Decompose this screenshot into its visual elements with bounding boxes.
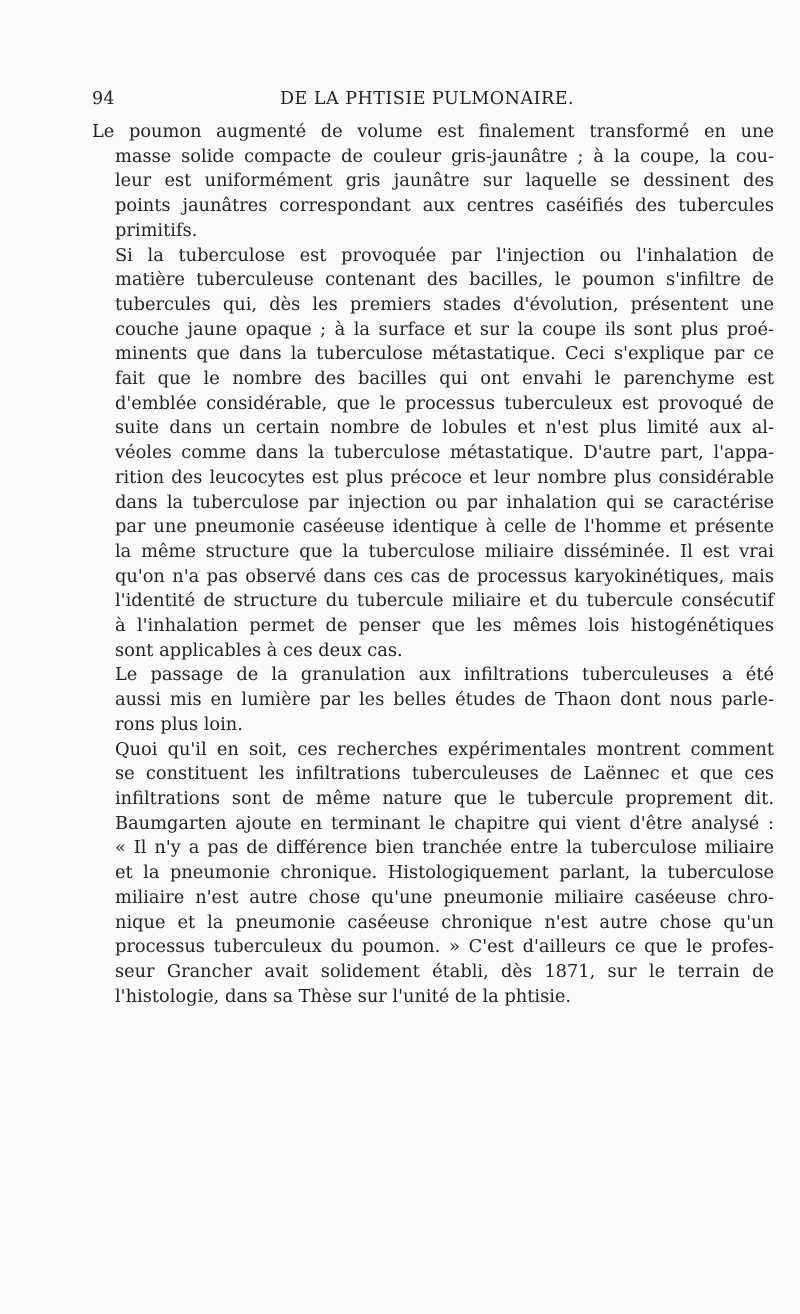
text-line: fait que le nombre des bacilles qui ont envahi le parenchyme est xyxy=(115,368,774,390)
text-line: Si la tuberculose est provoquée par l'injection ou l'inhalation de xyxy=(115,244,774,266)
text-line: suite dans un certain nombre de lobules et n'est plus limité aux al- xyxy=(115,417,774,439)
page-number: 94 xyxy=(92,89,115,109)
text-line: seur Grancher avait solidement établi, dès 1871, sur le terrain de xyxy=(115,960,774,982)
text-line: Le passage de la granulation aux infiltrations tuberculeuses a été xyxy=(115,664,774,686)
text-line: à l'inhalation permet de penser que les mêmes lois histogénétiques xyxy=(115,615,774,637)
paragraph xyxy=(92,738,774,1010)
text-line: processus tuberculeux du poumon. » C'est d'ailleurs ce que le profes- xyxy=(115,936,774,958)
text-line: Baumgarten ajoute en terminant le chapitre qui vient d'être analysé : xyxy=(115,812,774,834)
body-text xyxy=(92,120,774,1009)
text-line: « Il n'y a pas de différence bien tranchée entre la tuberculose miliaire xyxy=(115,837,774,859)
text-line: sont applicables à ces deux cas. xyxy=(115,639,403,661)
text-line: l'identité de structure du tubercule miliaire et du tubercule consécutif xyxy=(115,590,774,612)
text-line: Quoi qu'il en soit, ces recherches expérimentales montrent comment xyxy=(115,738,774,760)
text-line: minents que dans la tuberculose métastatique. Ceci s'explique par ce xyxy=(115,343,774,365)
text-line: dans la tuberculose par injection ou par inhalation qui se caractérise xyxy=(115,491,774,513)
text-line: points jaunâtres correspondant aux centres caséifiés des tubercules xyxy=(115,195,774,217)
text-line: qu'on n'a pas observé dans ces cas de processus karyokinétiques, mais xyxy=(115,565,774,587)
paragraph xyxy=(92,120,774,244)
text-line: rition des leucocytes est plus précoce et leur nombre plus considérable xyxy=(115,466,774,488)
text-line: leur est uniformément gris jaunâtre sur laquelle se dessinent des xyxy=(115,170,774,192)
text-line: masse solide compacte de couleur gris-jaunâtre ; à la coupe, la cou- xyxy=(115,145,774,167)
text-line: nique et la pneumonie caséeuse chronique n'est autre chose qu'un xyxy=(115,911,774,933)
text-line: véoles comme dans la tuberculose métastatique. D'autre part, l'appa- xyxy=(115,442,774,464)
text-line: infiltrations sont de même nature que le tubercule proprement dit. xyxy=(115,787,774,809)
text-line: et la pneumonie chronique. Histologiquement parlant, la tuberculose xyxy=(115,862,774,884)
text-line: la même structure que la tuberculose miliaire disséminée. Il est vrai xyxy=(115,540,774,562)
running-head xyxy=(92,89,770,113)
text-line: rons plus loin. xyxy=(115,713,243,735)
text-line: d'emblée considérable, que le processus tuberculeux est provoqué de xyxy=(115,392,774,414)
text-line: primitifs. xyxy=(115,219,198,241)
text-line: par une pneumonie caséeuse identique à celle de l'homme et présente xyxy=(115,516,774,538)
text-line: tubercules qui, dès les premiers stades d'évolution, présentent une xyxy=(115,293,774,315)
text-line: l'histologie, dans sa Thèse sur l'unité de la phtisie. xyxy=(115,985,572,1007)
text-line: Le poumon augmenté de volume est finalement transformé en une xyxy=(92,121,774,142)
paragraph xyxy=(92,663,774,737)
text-line: aussi mis en lumière par les belles études de Thaon dont nous parle- xyxy=(115,689,774,711)
paragraph xyxy=(92,244,774,664)
chapter-title: DE LA PHTISIE PULMONAIRE. xyxy=(280,89,575,109)
text-line: matière tuberculeuse contenant des bacilles, le poumon s'infiltre de xyxy=(115,269,774,291)
text-line: miliaire n'est autre chose qu'une pneumonie miliaire caséeuse chro- xyxy=(115,886,774,908)
text-line: se constituent les infiltrations tuberculeuses de Laënnec et que ces xyxy=(115,763,774,785)
text-line: couche jaune opaque ; à la surface et sur la coupe ils sont plus proé- xyxy=(115,318,774,340)
